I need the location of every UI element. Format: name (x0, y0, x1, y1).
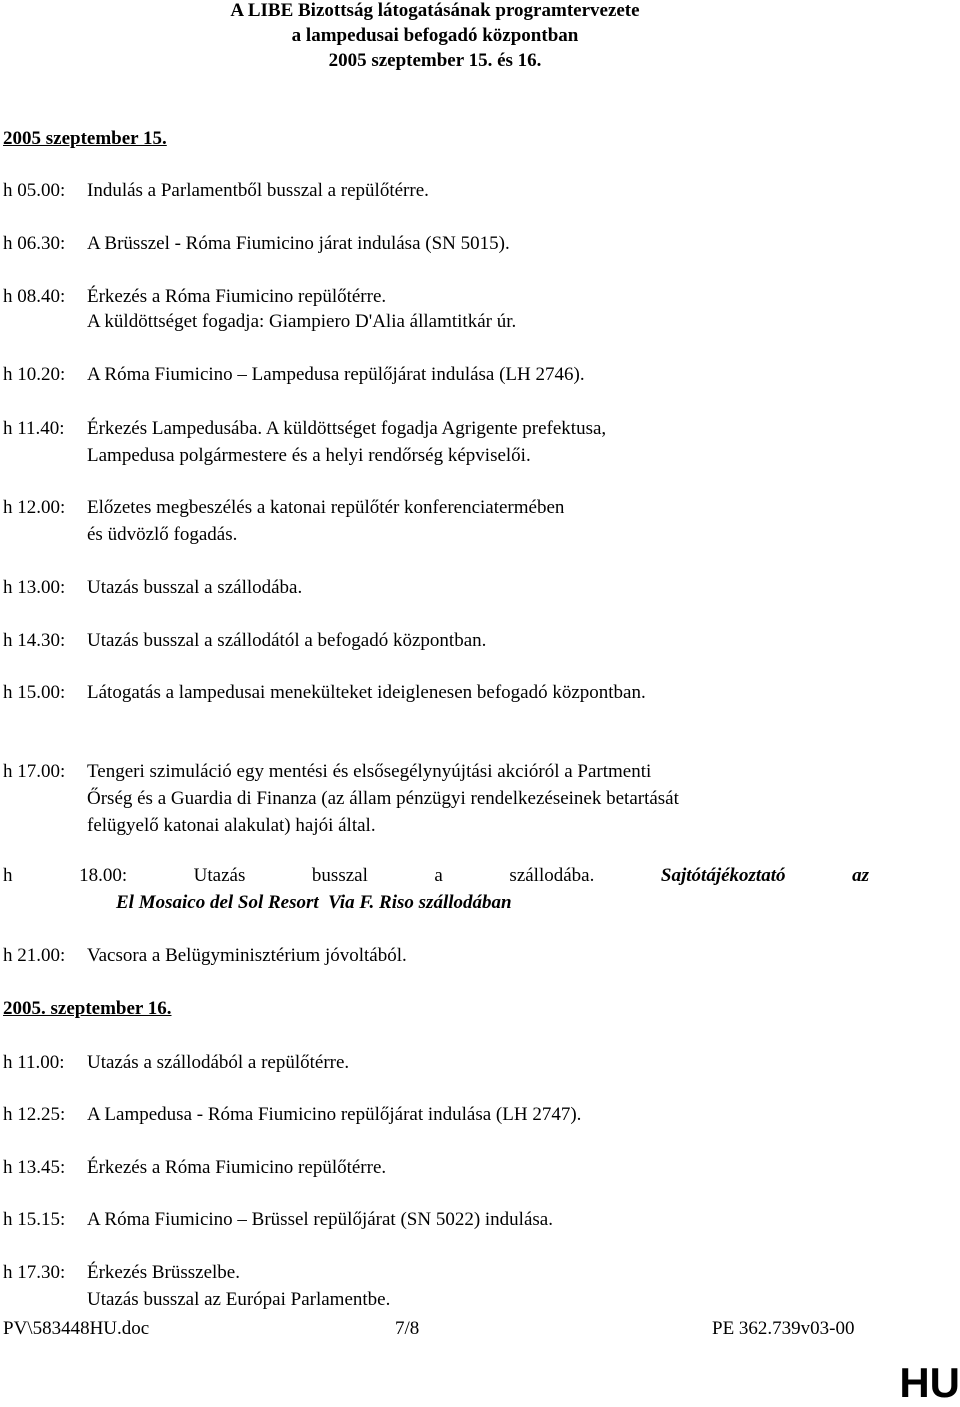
schedule-item (3, 1262, 240, 1284)
item-text-continued: Utazás busszal az Európai Parlamentbe. (87, 1289, 391, 1310)
item-time: h 11.40: (3, 418, 65, 439)
word: Utazás (193, 865, 246, 886)
footer-doc-ref: PV\583448HU.doc (3, 1318, 150, 1339)
item-time: h 14.30: (3, 630, 66, 651)
item-time: h 13.00: (3, 577, 66, 598)
title-line-1: A LIBE Bizottság látogatásának programtervezete (230, 0, 640, 21)
schedule-item (3, 630, 486, 652)
schedule-item (3, 1052, 349, 1074)
item-time: 18.00: (79, 865, 128, 886)
item-text: Utazás busszal a szállodától a befogadó központban. (87, 630, 487, 651)
word: a (434, 865, 443, 886)
footer-page-number: 7/8 (395, 1318, 420, 1339)
press-word: Sajtótájékoztató (660, 865, 786, 886)
item-text: Indulás a Parlamentből busszal a repülőtérre. (87, 180, 429, 201)
day1-date: 2005 szeptember 15. (3, 128, 167, 149)
item-text-continued: A küldöttséget fogadja: Giampiero D'Alia államtitkár úr. (87, 311, 517, 332)
day2-date: 2005. szeptember 16. (3, 998, 172, 1019)
item-text-continued: Őrség és a Guardia di Finanza (az állam pénzügyi rendelkezéseinek betartását (87, 788, 679, 809)
item-text: Látogatás a lampedusai menekülteket ideiglenesen befogadó központban. (87, 682, 646, 703)
title-line-2: a lampedusai befogadó központban (291, 25, 579, 46)
item-time: h 21.00: (3, 945, 66, 966)
item-text: Érkezés Lampedusába. A küldöttséget fogadja Agrigente prefektusa, (87, 418, 607, 439)
item-text: A Lampedusa - Róma Fiumicino repülőjárat indulása (LH 2747). (87, 1104, 582, 1125)
item-text-continued: Lampedusa polgármestere és a helyi rendőrség képviselői. (87, 445, 531, 466)
schedule-item (3, 497, 564, 519)
item-text: Érkezés a Róma Fiumicino repülőtérre. (87, 286, 387, 307)
footer-pe-ref: PE 362.739v03-00 (712, 1318, 855, 1339)
item-time: h 17.30: (3, 1262, 66, 1283)
item-text: Érkezés a Róma Fiumicino repülőtérre. (87, 1157, 387, 1178)
item-text: Előzetes megbeszélés a katonai repülőtér konferenciatermében (87, 497, 565, 518)
schedule-item (3, 286, 386, 308)
item-time: h 08.40: (3, 286, 66, 307)
item-time: h 05.00: (3, 180, 66, 201)
item-text-continued: felügyelő katonai alakulat) hajói által. (87, 815, 376, 836)
item-time: h 15.15: (3, 1209, 66, 1230)
language-code: HU (899, 1359, 960, 1406)
item-time: h 06.30: (3, 233, 66, 254)
item-time: h 10.20: (3, 364, 66, 385)
item-text: A Róma Fiumicino – Lampedusa repülőjárat indulása (LH 2746). (87, 364, 585, 385)
item-time: h 12.25: (3, 1104, 66, 1125)
press-conference-venue: El Mosaico del Sol Resort Via F. Riso szállodában (116, 892, 512, 913)
title-line-3: 2005 szeptember 15. és 16. (328, 50, 542, 71)
word: szállodába. (509, 865, 595, 886)
schedule-item (3, 682, 646, 704)
item-text: Utazás a szállodából a repülőtérre. (87, 1052, 350, 1073)
item-text: Vacsora a Belügyminisztérium jóvoltából. (87, 945, 407, 966)
item-time: h 12.00: (3, 497, 66, 518)
schedule-item (3, 761, 651, 783)
item-text-continued: és üdvözlő fogadás. (87, 524, 238, 545)
schedule-item (3, 577, 302, 599)
schedule-item (3, 945, 407, 967)
item-text: Utazás busszal a szállodába. (87, 577, 303, 598)
item-time: h 11.00: (3, 1052, 65, 1073)
press-word: az (852, 865, 869, 886)
schedule-item (3, 180, 429, 202)
schedule-item (3, 1157, 386, 1179)
schedule-item (3, 418, 606, 440)
item-text: Tengeri szimuláció egy mentési és elsősegélynyújtási akcióról a Partmenti (87, 761, 652, 782)
word: h (3, 865, 13, 886)
schedule-item (3, 1209, 553, 1231)
item-time: h 17.00: (3, 761, 66, 782)
schedule-item (3, 233, 510, 255)
schedule-item (3, 1104, 581, 1126)
item-time: h 15.00: (3, 682, 66, 703)
item-text: Érkezés Brüsszelbe. (87, 1262, 240, 1283)
item-time: h 13.45: (3, 1157, 66, 1178)
schedule-item-18 (3, 865, 869, 887)
item-text: A Róma Fiumicino – Brüssel repülőjárat (SN 5022) indulása. (87, 1209, 553, 1230)
item-text: A Brüsszel - Róma Fiumicino járat indulása (SN 5015). (87, 233, 510, 254)
schedule-item (3, 364, 585, 386)
word: busszal (311, 865, 368, 886)
